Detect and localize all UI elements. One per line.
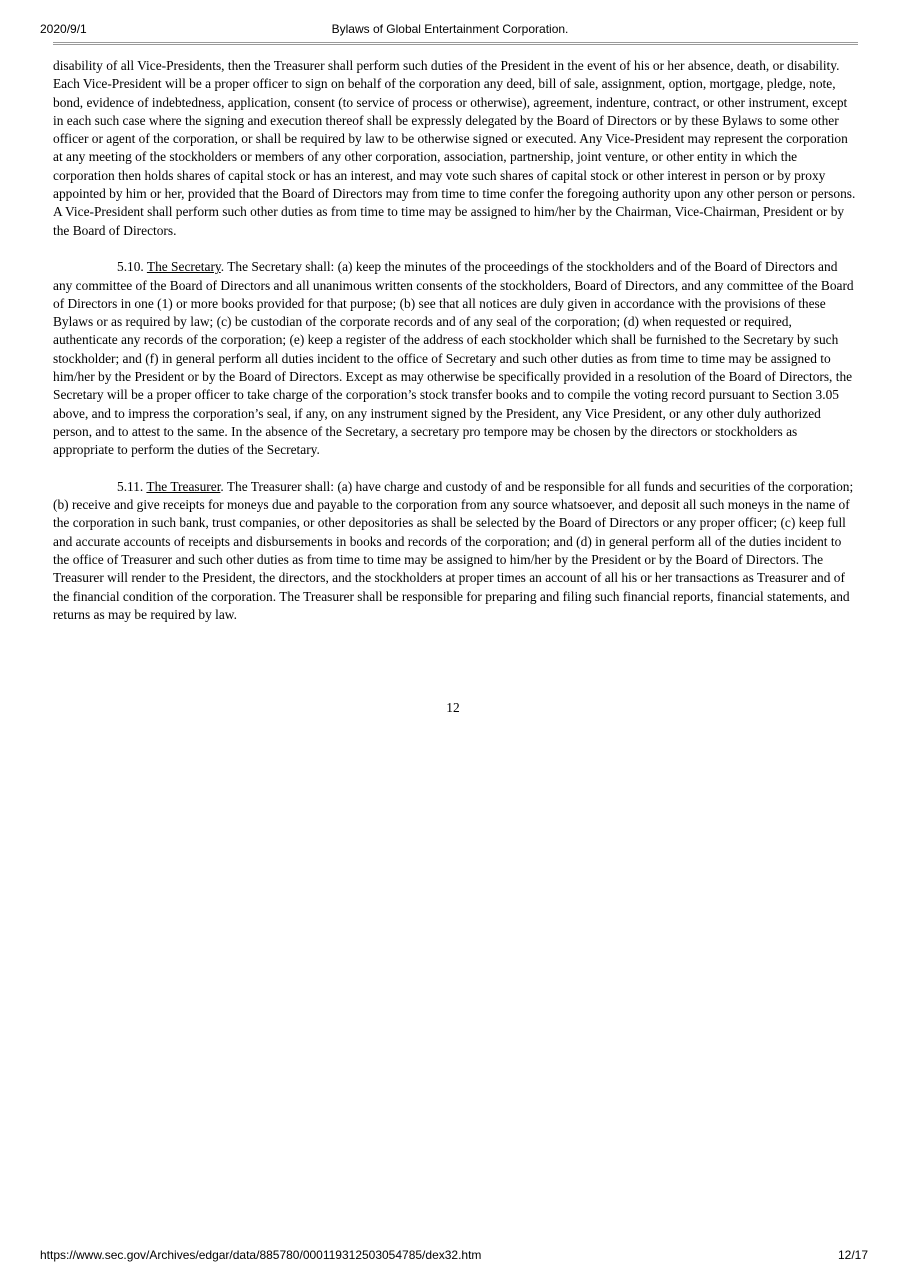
section-text: . The Secretary shall: (a) keep the minutes of the proceedings of the stockholders and of the Board of Directors and any committee of the Board of Directors and all unanimous written consents of the stockholders, Board of Directors, and any committee of the Board of Directors in one (1) or more books provided for that purpose; (b) see that all notices are duly given in accordance with the provisions of these Bylaws or as required by law; (c) be custodian of the corporate records and of any seal of the corporation; (d) when requested or required, authenticate any records of the corporation; (e) keep a register of the address of each stockholder which shall be furnished to the Secretary by such stockholder; and (f) in general perform all duties incident to the office of Secretary and such other duties as from time to time may be assigned to him/her by the President or by the Board of Directors. Except as may otherwise be specifically provided in a resolution of the Board of Directors, the Secretary will be a proper officer to take charge of the corporation’s stock transfer books and to compile the voting record pursuant to Section 3.05 above, and to impress the corporation’s seal, if any, on any instrument signed by the President, any Vice President, or any other duly authorized person, and to attest to the same. In the absence of the Secretary, a secretary pro tempore may be chosen by the directors or stockholders as appropriate to perform the duties of the Secretary. [53, 259, 854, 458]
paragraph-vice-president-continued: disability of all Vice-Presidents, then the Treasurer shall perform such duties of the President in the event of his or her absence, death, or disability. Each Vice-President will be a proper officer to sign on behalf of the corporation any deed, bill of sale, assignment, option, mortgage, pledge, note, bond, evidence of indebtedness, application, consent (to service of process or otherwise), agreement, indenture, contract, or other instrument, except in each such case where the signing and execution thereof shall be expressly delegated by the Board of Directors or by these Bylaws to some other officer or agent of the corporation, or shall be required by law to be otherwise signed or executed. Any Vice-President may represent the corporation at any meeting of the stockholders or members of any other corporation, association, partnership, joint venture, or other entity in which the corporation then holds shares of capital stock or has an interest, and may vote such shares of capital stock or other interest in person or by proxy appointed by him or her, provided that the Board of Directors may from time to time confer the foregoing authority upon any other person or persons. A Vice-President shall perform such other duties as from time to time may be assigned to him/her by the Chairman, Vice-Chairman, President or by the Board of Directors. [53, 58, 856, 238]
section-heading: The Treasurer [146, 478, 221, 494]
section-number: 5.10. [117, 259, 144, 275]
section-heading: The Secretary [146, 259, 221, 275]
page-count: 12/17 [837, 1248, 868, 1262]
document-body [53, 57, 859, 643]
section-number: 5.11. [117, 478, 144, 494]
print-date: 2020/9/1 [40, 22, 87, 36]
print-footer [40, 1247, 868, 1263]
print-header [40, 21, 860, 37]
header-divider [53, 42, 858, 45]
section-5-10 [53, 258, 859, 459]
source-url: https://www.sec.gov/Archives/edgar/data/885780/000119312503054785/dex32.htm [40, 1248, 482, 1262]
page-number: 12 [446, 700, 460, 715]
document-title: Bylaws of Global Entertainment Corporation. [331, 22, 569, 36]
section-5-11 [53, 478, 859, 624]
section-text: . The Treasurer shall: (a) have charge and custody of and be responsible for all funds and securities of the corporation; (b) receive and give receipts for moneys due and payable to the corporation from any source whatsoever, and deposit all such moneys in the name of the corporation in such bank, trust companies, or other depositories as shall be selected by the Board of Directors or any proper officer; (c) keep full and accurate accounts of receipts and disbursements in books and records of the corporation; and (d) in general perform all of the duties incident to the office of Treasurer and such other duties as from time to time may be assigned to him/her by the President or by the Board of Directors. The Treasurer will render to the President, the directors, and the stockholders at proper times an account of all his or her transactions as Treasurer and of the financial condition of the corporation. The Treasurer shall be responsible for preparing and filing such financial reports, financial statements, and returns as may be required by law. [53, 478, 854, 622]
